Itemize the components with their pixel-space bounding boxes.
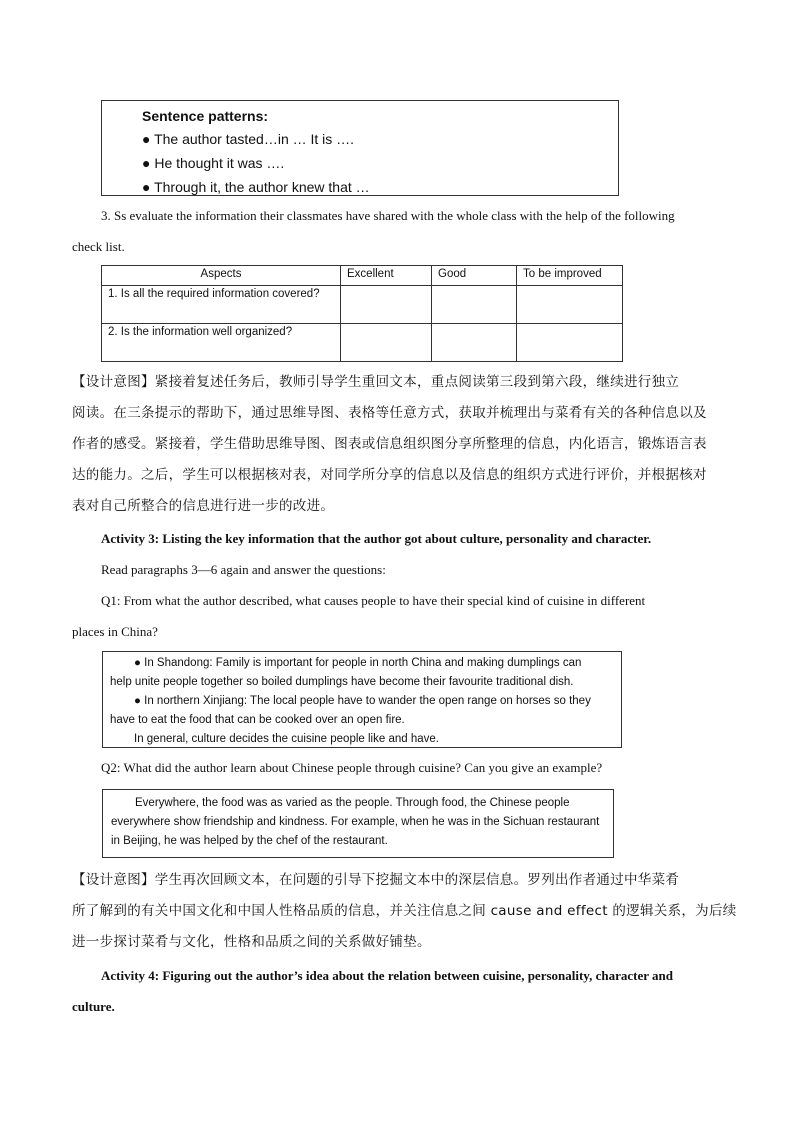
table-header-row	[102, 266, 623, 286]
answer-1-line: have to eat the food that can be cooked over an open fire.	[110, 714, 405, 726]
design-intent-line: 达的能力。之后，学生可以根据核对表，对同学所分享的信息以及信息的组织方式进行评价，并根据核对	[72, 467, 707, 483]
design-intent-paragraph-1	[72, 367, 732, 522]
design-intent-line: 所了解到的有关中国文化和中国人性格品质的信息，并关注信息之间 cause and effect 的逻辑关系，为后续	[72, 903, 737, 919]
step3-paragraph	[72, 200, 722, 262]
answer-2-line: in Beijing, he was helped by the chef of the restaurant.	[111, 835, 388, 847]
design-intent-line: 阅读。在三条提示的帮助下，通过思维导图、表格等任意方式，获取并梳理出与菜肴有关的各种信息以及	[72, 405, 707, 421]
answer-1-box	[102, 651, 622, 748]
table-cell: 2. Is the information well organized?	[102, 324, 341, 362]
answer-2-line: everywhere show friendship and kindness. For example, when he was in the Sichuan restaurant	[111, 816, 600, 828]
step3-line: 3. Ss evaluate the information their classmates have shared with the whole class with the help of the following	[101, 208, 675, 223]
column-header-aspects: Aspects	[102, 266, 341, 286]
activity4-title-line: Activity 4: Figuring out the author’s idea about the relation between cuisine, personality, character and	[101, 968, 673, 983]
sentence-pattern-item: ● The author tasted…in … It is ….	[142, 131, 355, 147]
design-intent-line: 表对自己所整合的信息进行进一步的改进。	[72, 498, 335, 514]
answer-1-line: help unite people together so boiled dumplings have become their favourite traditional dish.	[110, 676, 574, 688]
answer-1-line: In general, culture decides the cuisine people like and have.	[134, 733, 439, 745]
sentence-patterns-title: Sentence patterns:	[142, 108, 269, 124]
table-row	[102, 324, 623, 362]
sentence-pattern-item: ● Through it, the author knew that …	[142, 179, 370, 195]
question-1	[72, 585, 722, 647]
answer-1-line: ● In Shandong: Family is important for people in north China and making dumplings can	[134, 657, 582, 669]
design-intent-line: 作者的感受。紧接着，学生借助思维导图、图表或信息组织图分享所整理的信息，内化语言，锻炼语言表	[72, 436, 707, 452]
question-2: Q2: What did the author learn about Chinese people through cuisine? Can you give an example?	[101, 760, 603, 775]
design-intent-paragraph-2	[72, 865, 737, 958]
table-cell	[517, 324, 623, 362]
step3-line: check list.	[72, 239, 125, 254]
table-cell	[432, 286, 517, 324]
table-cell	[517, 286, 623, 324]
table-row	[102, 286, 623, 324]
table-cell	[341, 324, 432, 362]
design-intent-line: 进一步探讨菜肴与文化，性格和品质之间的关系做好铺垫。	[72, 934, 431, 950]
sentence-pattern-item: ● He thought it was ….	[142, 155, 285, 171]
column-header-to-be-improved: To be improved	[517, 266, 623, 286]
activity4-title-line: culture.	[72, 999, 115, 1014]
checklist-table	[101, 265, 623, 362]
activity3-title: Activity 3: Listing the key information that the author got about culture, personality and character.	[101, 531, 652, 546]
design-intent-line: 【设计意图】紧接着复述任务后，教师引导学生重回文本，重点阅读第三段到第六段，继续进行独立	[72, 374, 680, 390]
answer-1-line: ● In northern Xinjiang: The local people have to wander the open range on horses so they	[134, 695, 591, 707]
table-cell	[432, 324, 517, 362]
answer-2-line: Everywhere, the food was as varied as the people. Through food, the Chinese people	[135, 797, 570, 809]
question-1-line: Q1: From what the author described, what causes people to have their special kind of cuisine in different	[101, 593, 646, 608]
sentence-patterns-box	[101, 100, 619, 196]
table-cell	[341, 286, 432, 324]
activity4-title	[72, 960, 732, 1022]
question-1-line: places in China?	[72, 624, 158, 639]
column-header-good: Good	[432, 266, 517, 286]
answer-2-box	[102, 789, 614, 858]
column-header-excellent: Excellent	[341, 266, 432, 286]
table-cell: 1. Is all the required information covered?	[102, 286, 341, 324]
design-intent-line: 【设计意图】学生再次回顾文本，在问题的引导下挖掘文本中的深层信息。罗列出作者通过中华菜肴	[72, 872, 680, 888]
activity3-instruction: Read paragraphs 3—6 again and answer the questions:	[101, 562, 386, 577]
